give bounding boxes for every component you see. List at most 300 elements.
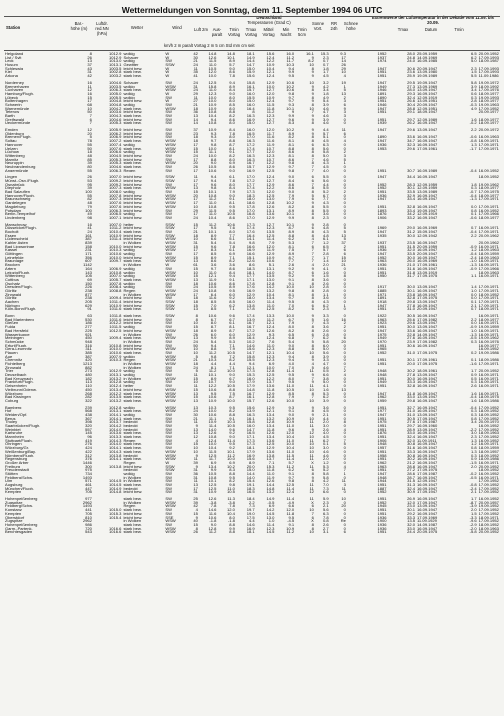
table-cell: 9.5 <box>210 391 217 396</box>
table-cell: 16.09.1971 <box>478 139 499 143</box>
table-cell: 0.8 <box>471 416 477 421</box>
table-cell: 11.9 <box>266 142 275 147</box>
table-cell: 2.6 <box>323 427 329 432</box>
table-cell: 12.6 <box>266 398 275 403</box>
table-cell: 34.4 <box>407 175 415 179</box>
table-cell: 11.9 <box>208 277 217 282</box>
table-cell: 4.1 <box>323 266 329 271</box>
table-cell: 12.4 <box>266 325 275 329</box>
table-cell: 13.0 <box>266 515 275 520</box>
table-cell: 312 <box>85 453 92 458</box>
table-cell: 8.6 <box>229 70 235 75</box>
table-cell: 1.3 <box>471 438 477 443</box>
station-name: Tholey <box>5 420 18 424</box>
table-cell: 9.4 <box>210 175 217 179</box>
table-cell: 4 <box>343 427 346 432</box>
table-cell: 30.2 <box>407 457 415 461</box>
station-name: Hannover <box>5 142 23 147</box>
table-cell: 1014.3 <box>109 449 122 454</box>
table-cell: 96 <box>87 435 92 439</box>
table-cell: 15 <box>193 146 198 151</box>
table-cell: 15.9 <box>246 70 255 75</box>
table-cell: 2.2 <box>471 233 477 238</box>
table-cell: 9.5 <box>229 475 235 480</box>
table-cell: 7.1 <box>229 365 235 370</box>
table-cell: 1.5 <box>471 511 477 516</box>
table-cell: 8.8 <box>229 471 235 476</box>
table-cell: wolkig <box>123 405 135 410</box>
table-cell: 1951 <box>377 508 387 512</box>
table-cell: 7 <box>311 182 314 187</box>
table-cell: SSW <box>165 300 175 304</box>
station-name: Artern <box>5 266 17 271</box>
table-cell: 14.09.1947 <box>416 332 438 337</box>
table-cell: 12.4 <box>266 74 275 78</box>
table-cell: 30.2 <box>407 369 415 374</box>
table-cell: bedeckt <box>123 427 138 432</box>
table-cell: 33.0 <box>407 431 415 436</box>
table-cell: 13.2 <box>266 288 275 293</box>
table-cell: 1971 <box>377 292 387 297</box>
table-cell: 20.0 <box>246 464 255 469</box>
table-cell: 14.8 <box>266 486 275 491</box>
table-cell: 42 <box>193 52 198 56</box>
table-cell: -3.9 <box>469 504 477 509</box>
table-cell: 11.1 <box>208 416 217 421</box>
station-name: Deuselbach <box>5 373 27 377</box>
table-cell: 20.09.1962 <box>478 233 499 238</box>
table-cell: 12.7 <box>266 121 275 126</box>
table-cell: 12.2 <box>266 186 275 191</box>
table-cell: 16.3 <box>246 114 255 118</box>
table-cell: 7.1 <box>229 255 235 260</box>
table-cell: 1.3 <box>471 449 477 454</box>
table-cell: 16.09.1947 <box>416 241 438 245</box>
table-cell: 31 <box>87 70 92 75</box>
table-cell: SW <box>165 114 172 118</box>
table-cell: 0.7 <box>323 63 329 67</box>
table-cell: 19.09.1952 <box>478 504 499 509</box>
table-cell: 27.6 <box>407 336 415 340</box>
table-cell: SSW <box>165 175 175 179</box>
table-cell: 10.5 <box>227 424 235 428</box>
table-cell: 15 <box>87 95 92 100</box>
table-cell: 6.2 <box>323 438 329 443</box>
table-cell: 1007.0 <box>109 222 122 227</box>
table-cell: 16.5 <box>246 131 255 136</box>
table-cell: 8.7 <box>229 328 235 333</box>
table-cell: 80 <box>87 164 92 169</box>
table-cell: 13 <box>193 259 198 264</box>
table-cell: 39 <box>87 186 92 191</box>
table-cell: 2.3 <box>323 55 329 60</box>
table-cell: 8.4 <box>229 270 235 275</box>
table-cell: 1947 <box>377 412 387 417</box>
table-cell: SW <box>165 350 172 355</box>
table-cell: 17.09.1952 <box>478 427 499 432</box>
table-cell: 1.0 <box>268 519 275 523</box>
table-cell: 3.3 <box>323 314 329 318</box>
table-cell: -1.6 <box>469 362 477 366</box>
table-cell: 16.3 <box>246 412 255 417</box>
station-name: Hannover/Flugh. <box>5 193 35 198</box>
table-cell: 11.5 <box>208 59 217 64</box>
table-cell: 21 <box>193 358 198 362</box>
table-cell: 10.1 <box>227 55 235 60</box>
table-cell: in Wolken <box>123 365 142 370</box>
table-cell: 15.6 <box>246 405 255 410</box>
table-cell: 13.3 <box>266 314 275 318</box>
table-cell: 10.4 <box>227 511 235 516</box>
table-cell: 530 <box>85 317 92 322</box>
table-cell: 10.9 <box>286 416 295 421</box>
table-cell: 6.1 <box>229 175 235 179</box>
table-cell: 9.1 <box>229 277 235 282</box>
table-cell: SW <box>165 486 172 491</box>
table-cell: 18.09.1952 <box>478 292 499 297</box>
header-rule-top <box>4 16 500 17</box>
table-cell: 2.3 <box>471 435 477 439</box>
table-cell: 17.09.1993 <box>478 66 499 71</box>
table-cell: 19.09.1959 <box>478 325 499 329</box>
table-cell: 31.0 <box>407 307 415 312</box>
table-cell: 8.0 <box>210 321 217 326</box>
table-cell: 1936 <box>377 248 387 253</box>
table-cell: 15.7 <box>246 164 255 169</box>
table-cell: 11 <box>309 464 314 469</box>
table-cell: 13.6 <box>266 449 275 454</box>
table-cell: 1002.8 <box>109 70 122 75</box>
table-cell: 15.8 <box>246 80 255 85</box>
table-cell: 4 <box>343 464 346 469</box>
table-cell: 17.09.1969 <box>416 515 438 520</box>
table-cell: 1876 <box>377 431 387 436</box>
table-cell: 4.4 <box>323 128 329 132</box>
table-cell <box>362 530 377 534</box>
table-cell: 13.09.1947 <box>416 321 438 326</box>
table-cell: 1012.8 <box>109 405 122 410</box>
table-cell: 7.0 <box>288 303 295 308</box>
table-cell: 13.7 <box>266 457 275 461</box>
table-cell: 9 <box>311 475 314 480</box>
table-cell: 8.1 <box>229 201 235 205</box>
table-cell: 9.9 <box>229 526 235 531</box>
table-cell: 8.7 <box>288 270 295 275</box>
table-cell: 2.1 <box>323 412 329 417</box>
table-cell: 33.4 <box>407 197 415 202</box>
table-cell: 12.5 <box>208 80 217 85</box>
table-cell: 12.4 <box>266 99 275 103</box>
table-cell: 9.0 <box>288 175 295 179</box>
header-mittel: Mittel Vortag <box>262 27 275 37</box>
table-cell: 1006.3 <box>109 208 122 213</box>
table-cell: X <box>311 519 314 523</box>
table-cell: 16.0 <box>246 376 255 381</box>
station-name: Diepholz <box>5 186 21 191</box>
table-cell: SSW <box>165 226 175 230</box>
table-cell: 4.3 <box>323 229 329 234</box>
table-cell: 5.5 <box>471 74 477 78</box>
table-cell: WSW <box>165 150 176 154</box>
table-cell: 0 <box>343 384 346 388</box>
table-cell: stark bew. <box>123 442 142 447</box>
table-cell: 277 <box>85 325 92 329</box>
table-cell: 9.0 <box>229 373 235 377</box>
station-name: Ulm <box>5 479 13 483</box>
table-cell: 1007.3 <box>109 197 122 202</box>
table-cell: 9 <box>195 424 198 428</box>
table-cell: SSW <box>165 314 175 318</box>
table-cell: 16.09.1985 <box>416 59 438 64</box>
table-cell: 48 <box>87 153 92 158</box>
table-cell: 1962 <box>377 395 387 399</box>
table-cell: 7.8 <box>229 131 235 136</box>
table-cell: 6.2 <box>288 468 295 472</box>
table-cell: WSW <box>165 292 176 297</box>
table-cell: 8.1 <box>288 139 295 143</box>
table-cell: 12.8 <box>208 526 217 531</box>
table-cell: 1008.4 <box>109 285 122 289</box>
table-cell: 0.3 <box>471 412 477 417</box>
table-cell: 0 <box>343 446 346 450</box>
table-cell: 143 <box>85 270 92 275</box>
table-cell: SW <box>165 508 172 512</box>
header-temperatures: Temperaturen (Grad C) <box>247 20 291 25</box>
table-cell: 0 <box>343 460 346 465</box>
table-cell: 14.7 <box>246 350 255 355</box>
table-cell: 13.8 <box>246 303 255 308</box>
station-name: Soltau <box>5 139 17 143</box>
table-cell: 0 <box>343 457 346 461</box>
table-cell: SW <box>165 412 172 417</box>
table-cell: 13.1 <box>266 266 275 271</box>
table-cell: 16.09.1947 <box>416 446 438 450</box>
table-cell: 1.6 <box>323 317 329 322</box>
table-cell: 16.09.1969 <box>416 259 438 264</box>
table-cell: 12.5 <box>286 483 295 487</box>
table-cell: 0.9 <box>471 373 477 377</box>
table-cell: 8.4 <box>288 179 295 183</box>
table-cell: 20.09.1970 <box>478 420 499 424</box>
table-cell: 11 <box>309 483 314 487</box>
table-cell: 19.09.1947 <box>416 80 438 85</box>
table-cell: 1951 <box>377 424 387 428</box>
table-cell: 6.7 <box>323 193 329 198</box>
table-cell: 0.1 <box>471 300 477 304</box>
table-cell: 8.2 <box>288 307 295 312</box>
table-cell: 16.09.1971 <box>478 263 499 267</box>
table-cell: 10.0 <box>208 153 217 158</box>
table-cell: 13.9 <box>246 317 255 322</box>
table-cell: 16.9 <box>246 248 255 253</box>
table-cell: 0 <box>343 197 346 202</box>
table-cell: 1006.9 <box>109 135 122 140</box>
table-cell: 4.5 <box>323 435 329 439</box>
table-cell: 9.1 <box>288 277 295 282</box>
table-cell: 15 <box>341 255 346 260</box>
table-cell: 1012.9 <box>109 52 122 56</box>
table-cell: 15 <box>193 387 198 392</box>
table-cell: 231 <box>85 248 92 253</box>
table-cell: 16.09.1971 <box>478 332 499 337</box>
table-cell: 50 <box>193 343 198 348</box>
table-cell: 7 <box>311 168 314 173</box>
table-cell: 23.0 <box>407 504 415 509</box>
table-cell: 31 <box>193 490 198 495</box>
table-cell: 8.9 <box>229 59 235 64</box>
table-cell: stark bew. <box>123 449 142 454</box>
table-cell: 8 <box>311 347 314 351</box>
table-cell: 0 <box>343 296 346 300</box>
station-name: Würzburg/Gr. <box>5 446 30 450</box>
table-cell: 17.09.1971 <box>478 197 499 202</box>
table-cell: 10 <box>309 387 314 392</box>
table-cell: WSW <box>165 391 176 396</box>
table-cell: SSW <box>165 303 175 308</box>
table-cell: 2962 <box>82 500 92 505</box>
table-cell: 705 <box>85 490 92 495</box>
table-cell: 8.9 <box>210 376 217 381</box>
header-wetter: Wetter <box>130 25 144 30</box>
table-cell: 1013.7 <box>109 420 122 424</box>
table-cell: 1.8 <box>323 91 329 96</box>
table-cell: 1012.5 <box>109 328 122 333</box>
table-cell: 0.1 <box>471 212 477 216</box>
table-cell: SW <box>165 59 172 64</box>
table-cell: 10 <box>193 270 198 275</box>
table-cell: 15.3 <box>266 464 275 469</box>
table-cell: -0.9 <box>469 266 477 271</box>
station-name: Fulda <box>5 325 16 329</box>
table-cell: 6.9 <box>229 252 235 256</box>
table-cell: 17.09.1987 <box>416 420 438 424</box>
table-cell: leicht bew. <box>123 110 143 114</box>
table-cell: 17.5 <box>246 515 255 520</box>
table-cell: 18.09.1952 <box>478 412 499 417</box>
table-cell: 568 <box>85 409 92 413</box>
table-cell: bedeckt <box>123 420 138 424</box>
table-cell: 17.3 <box>246 442 255 447</box>
table-cell: 16.4 <box>246 336 255 340</box>
table-cell: 11 <box>309 369 314 374</box>
table-cell: 0 <box>343 288 346 293</box>
table-cell: wolkig <box>123 212 135 216</box>
station-name: Helgoland <box>5 52 24 56</box>
header-sonne: Sonne Vort. <box>311 21 325 31</box>
table-cell: 17.09.1975 <box>416 350 438 355</box>
table-cell: 14.09.1987 <box>416 522 438 527</box>
station-name: Boltenhagen <box>5 99 28 103</box>
table-cell: leicht bew. <box>123 215 143 220</box>
table-cell: 9.5 <box>288 380 295 385</box>
table-cell: 12 <box>193 435 198 439</box>
table-cell: 0.0 <box>471 204 477 209</box>
table-cell: 16.0 <box>246 128 255 132</box>
table-cell: WSW <box>165 237 176 241</box>
station-name: Hohenpeißenberg <box>5 522 38 527</box>
table-cell: 1951 <box>377 376 387 381</box>
weather-table-body <box>4 52 500 534</box>
table-cell: 13 <box>193 307 198 312</box>
table-cell: 16.3 <box>246 157 255 162</box>
table-cell: 12.3 <box>266 226 275 230</box>
table-cell: 16.09.1971 <box>478 373 499 377</box>
table-cell: 13.09.1947 <box>416 325 438 329</box>
table-cell: 18.09.1952 <box>478 409 499 413</box>
station-name: Meiningen <box>5 336 24 340</box>
table-cell: 15 <box>193 266 198 271</box>
table-cell: SW <box>165 157 172 162</box>
table-cell: 15.1 <box>246 255 255 260</box>
table-cell: 1947 <box>377 252 387 256</box>
table-cell: 9.6 <box>210 244 217 249</box>
table-cell: 10.5 <box>227 490 235 495</box>
table-cell: 9 <box>311 128 314 132</box>
table-cell: stark bew. <box>123 350 142 355</box>
table-cell: 10 <box>309 80 314 85</box>
table-cell: 3.4 <box>323 88 329 92</box>
table-cell: 17.09.1982 <box>416 339 438 344</box>
table-cell: 419 <box>85 438 92 443</box>
table-cell: 11.0 <box>208 63 217 67</box>
table-cell: 1.7 <box>323 255 329 260</box>
table-cell: stark bew. <box>123 497 142 501</box>
table-cell: 33.0 <box>407 526 415 531</box>
table-cell: 10.6 <box>208 168 217 173</box>
table-cell: 11.09.1911 <box>416 438 437 443</box>
table-cell: 21 <box>193 102 198 107</box>
table-cell: 21 <box>193 229 198 234</box>
table-cell: 12.3 <box>208 91 217 96</box>
station-name: Husum <box>5 63 18 67</box>
table-cell: 1213 <box>82 362 92 366</box>
table-cell: 30.1 <box>407 288 415 293</box>
table-cell: 0 <box>343 398 346 403</box>
table-cell: SW <box>165 511 172 516</box>
table-cell: leicht bew. <box>123 343 143 348</box>
table-cell: 6 <box>311 270 314 275</box>
station-name: Düsseldorf/Flugh. <box>5 226 37 230</box>
table-cell: WSW <box>165 259 176 264</box>
table-cell: 7 <box>89 121 92 126</box>
table-cell: 6.7 <box>229 376 235 381</box>
table-cell: SW <box>165 380 172 385</box>
table-cell: 0.3 <box>471 95 477 100</box>
table-cell: 11 <box>341 486 346 491</box>
table-cell: 17.09.1971 <box>478 146 499 151</box>
table-cell: 11.4 <box>286 486 295 491</box>
table-cell: 30.7 <box>407 168 415 173</box>
table-cell: 1.2 <box>471 248 477 253</box>
table-cell: 1004.5 <box>109 153 122 158</box>
table-cell: 10.9 <box>266 255 275 260</box>
table-cell: 5 <box>343 229 346 234</box>
table-cell: 8.6 <box>288 182 295 187</box>
table-cell: 8.3 <box>288 121 295 126</box>
table-cell: 9.4 <box>210 179 217 183</box>
table-cell: 17.09.1952 <box>478 508 499 512</box>
table-cell: 15.7 <box>246 88 255 92</box>
table-cell: 32.0 <box>407 248 415 253</box>
station-name: Hamburg/Flugh. <box>5 91 35 96</box>
table-cell: 17.09.1971 <box>478 229 499 234</box>
table-cell: W <box>165 263 170 267</box>
table-cell: 12.5 <box>266 193 275 198</box>
table-cell: SW <box>165 365 172 370</box>
table-cell: 1891 <box>377 91 387 96</box>
table-cell: 0 <box>343 409 346 413</box>
table-cell: wolkig <box>123 190 135 194</box>
